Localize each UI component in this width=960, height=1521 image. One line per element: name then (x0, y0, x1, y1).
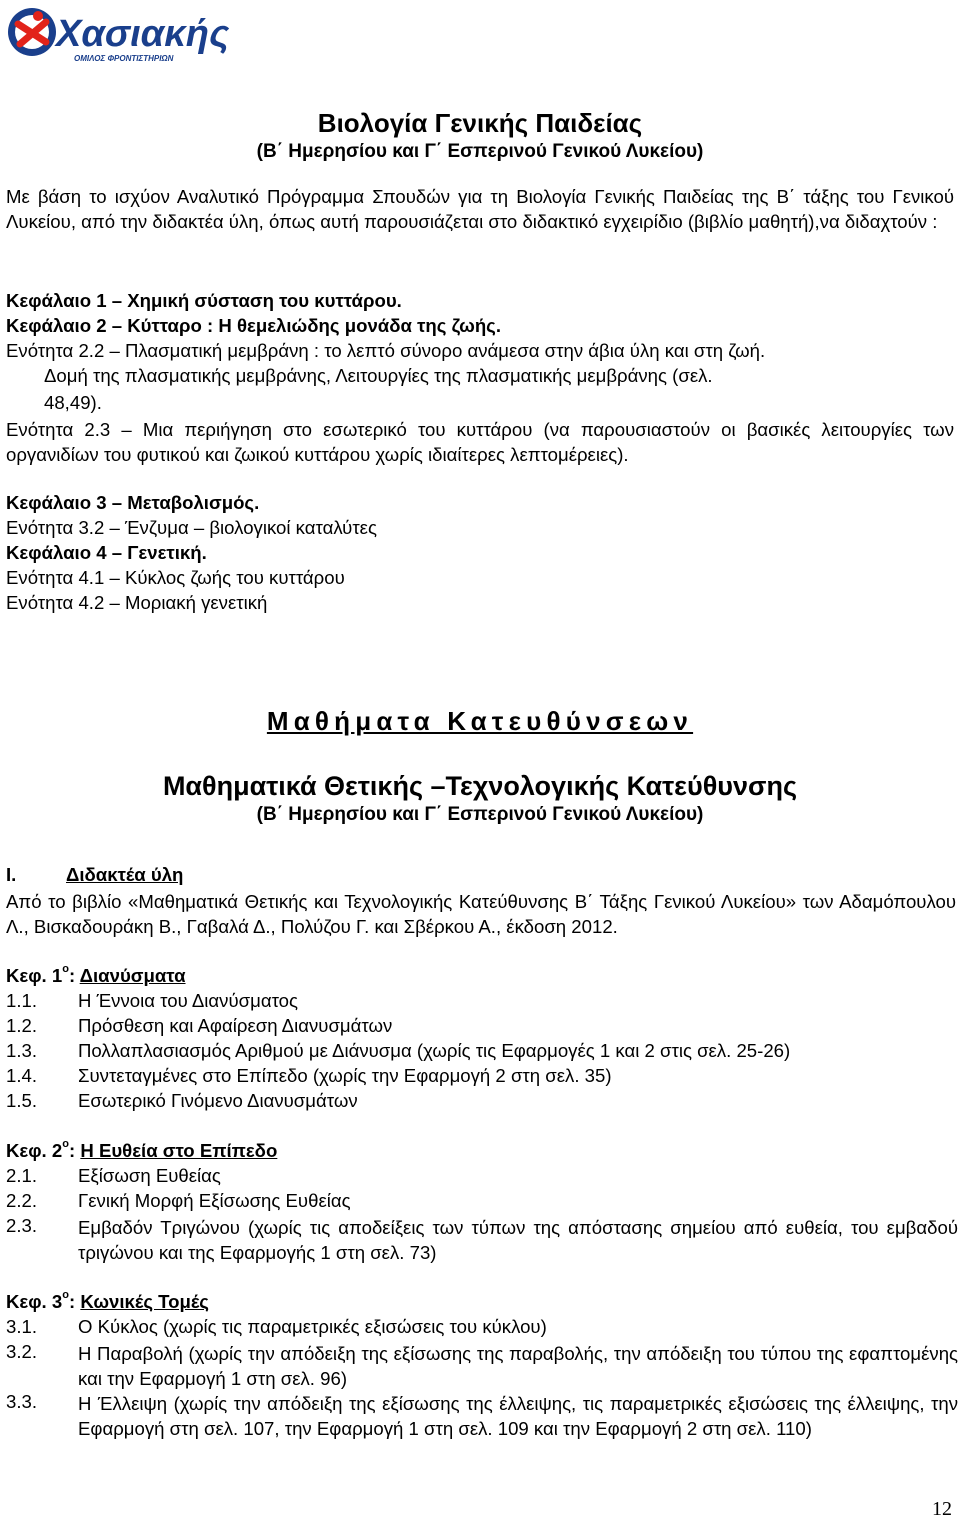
math-chapter-1-heading: Κεφ. $1^o$: Διανύσματα (6, 963, 186, 986)
item-text: Εσωτερικό Γινόμενο Διανυσμάτων (78, 1090, 358, 1111)
item-text: Γενική Μορφή Εξίσωσης Ευθείας (78, 1190, 351, 1211)
book-reference: Από το βιβλίο «Μαθηματικά Θετικής και Τεχνολογικής Κατεύθυνσης Β΄ Τάξης Γενικού Λυκείου» των Αδαμόπουλου Λ., Βισκαδουράκη Β., Γαβαλά Δ., Πολύζου Γ. και Σβέρκου Α., έκδοση 2012. (6, 891, 956, 937)
item-number: 3.3. (6, 1391, 38, 1412)
unit-2-2-pages: 48,49). (44, 392, 102, 413)
item-number: 3.1. (6, 1316, 38, 1337)
biology-title: Βιολογία Γενικής Παιδείας (317, 108, 643, 138)
unit-3-2-line: Ενότητα 3.2 – Ένζυμα – βιολογικοί καταλύτες (6, 517, 377, 538)
biology-intro: Με βάση το ισχύον Αναλυτικό Πρόγραμμα Σπουδών για τη Βιολογία Γενικής Παιδείας της Β΄ τάξης του Γενικού Λυκείου, από την διδακτέα ύλη, όπως αυτή παρουσιάζεται στο διδακτικό εγχειρίδιο (βιβλίο μαθητή),να διδαχτούν : (6, 186, 954, 232)
item-number: 1.1. (6, 990, 38, 1011)
item-number: 1.2. (6, 1015, 38, 1036)
item-text: Η Έννοια του Διανύσματος (78, 990, 298, 1011)
item-number: 1.5. (6, 1090, 38, 1111)
item-text: Πρόσθεση και Αφαίρεση Διανυσμάτων (78, 1015, 393, 1036)
chapter-4-line: Κεφάλαιο 4 – Γενετική. (6, 542, 207, 563)
item-text: Εμβαδόν Τριγώνου (χωρίς τις αποδείξεις των τύπων της απόστασης σημείου από ευθεία, του εμβαδού τριγώνου και της Εφαρμογής 1 στη σελ. 73) (78, 1217, 958, 1263)
biology-subtitle: (Β΄ Ημερησίου και Γ΄ Εσπερινού Γενικού Λυκείου) (256, 141, 704, 162)
item-text: Ο Κύκλος (χωρίς τις παραμετρικές εξισώσεις του κύκλου) (78, 1316, 547, 1337)
logo-tagline: ΟΜΙΛΟΣ ΦΡΟΝΤΙΣΤΗΡΙΩΝ (74, 54, 174, 63)
chapter-1-line: Κεφάλαιο 1 – Χημική σύσταση του κυττάρου. (6, 290, 402, 311)
item-text: Πολλαπλασιασμός Αριθμού με Διάνυσμα (χωρίς τις Εφαρμογές 1 και 2 στις σελ. 25-26) (78, 1040, 791, 1061)
roman-numeral: I. (6, 864, 17, 885)
math-subtitle: (Β΄ Ημερησίου και Γ΄ Εσπερινού Γενικού Λυκείου) (256, 804, 704, 825)
item-text: Εξίσωση Ευθείας (78, 1165, 221, 1186)
unit-2-3-line: Ενότητα 2.3 – Μια περιήγηση στο εσωτερικό του κυττάρου (να παρουσιαστούν οι βασικές λειτουργίες των οργανιδίων του φυτικού και ζωικού κυττάρου χωρίς ιδιαίτερες λεπτομέρειες). (6, 419, 954, 465)
item-text: Συντεταγμένες στο Επίπεδο (χωρίς την Εφαρμογή 2 στη σελ. 35) (78, 1065, 612, 1086)
item-number: 2.2. (6, 1190, 38, 1211)
elective-courses-heading: Μαθήματα Κατευθύνσεων (266, 706, 694, 736)
item-text: Η Παραβολή (χωρίς την απόδειξη της εξίσωσης της παραβολής, την απόδειξη του τύπου της εφαπτομένης και την Εφαρμογή 1 στη σελ. 96) (78, 1343, 958, 1389)
company-logo (4, 2, 244, 66)
unit-4-1-line: Ενότητα 4.1 – Κύκλος ζωής του κυττάρου (6, 567, 345, 588)
math-chapter-3-heading: Κεφ. $3^o$: Κωνικές Τομές (6, 1289, 209, 1312)
unit-2-2-line: Ενότητα 2.2 – Πλασματική μεμβράνη : το λεπτό σύνορο ανάμεσα στην άβια ύλη και στη ζωή. (6, 340, 766, 361)
chapter-2-line: Κεφάλαιο 2 – Κύτταρο : Η θεμελιώδης μονάδα της ζωής. (6, 315, 502, 336)
item-number: 1.3. (6, 1040, 38, 1061)
item-number: 3.2. (6, 1341, 38, 1362)
unit-4-2-line: Ενότητα 4.2 – Μοριακή γενετική (6, 592, 268, 613)
item-number: 2.1. (6, 1165, 38, 1186)
unit-2-2-detail: Δομή της πλασματικής μεμβράνης, Λειτουργίες της πλασματικής μεμβράνης (σελ. (44, 365, 713, 386)
math-title: Μαθηματικά Θετικής –Τεχνολογικής Κατεύθυνσης (162, 771, 798, 801)
logo-wordmark: Χασιακής (56, 13, 230, 55)
math-chapter-2-heading: Κεφ. $2^o$: Η Ευθεία στο Επίπεδο (6, 1138, 278, 1161)
item-number: 1.4. (6, 1065, 38, 1086)
chapter-3-line: Κεφάλαιο 3 – Μεταβολισμός. (6, 492, 260, 513)
item-text: Η Έλλειψη (χωρίς την απόδειξη της εξίσωσης της έλλειψης, τις παραμετρικές εξισώσεις της έλλειψης, την Εφαρμογή στη σελ. 107, την Εφαρμογή 1 στη σελ. 109 και την Εφαρμογή 2 στη σελ. 110) (78, 1393, 958, 1439)
page-number: 12 (932, 1498, 952, 1520)
syllabus-heading: Διδακτέα ύλη (66, 864, 184, 885)
item-number: 2.3. (6, 1215, 38, 1236)
